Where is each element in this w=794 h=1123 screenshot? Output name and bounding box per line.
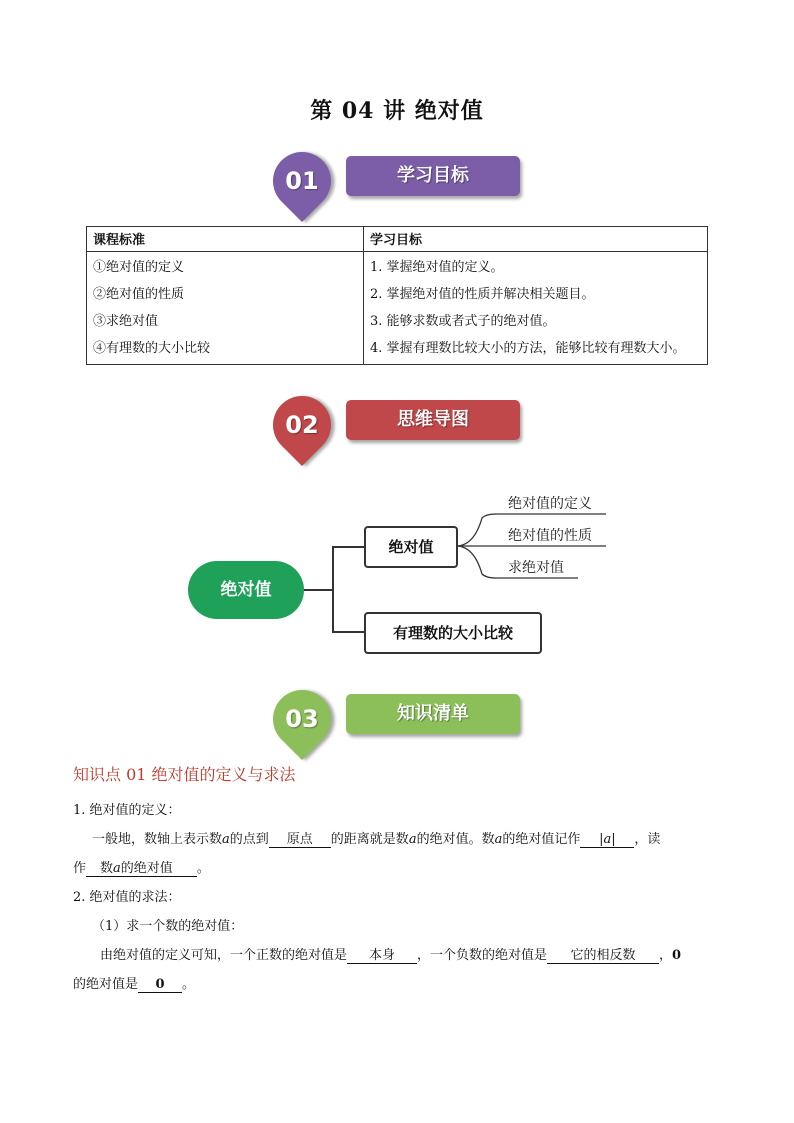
list-item: ④有理数的大小比较 xyxy=(93,341,211,356)
table-header-row xyxy=(87,227,708,252)
badge-label: 学习目标 xyxy=(346,156,520,196)
list-item: 1. 掌握绝对值的定义。 xyxy=(370,260,504,275)
connector-line xyxy=(332,546,366,548)
sub-heading: （1）求一个数的绝对值： xyxy=(92,919,244,934)
text: 的点到 xyxy=(229,832,269,847)
page-title: 第 04 讲 绝对值 xyxy=(310,98,484,124)
section-badge-knowledge xyxy=(273,690,533,750)
text: 作 xyxy=(73,861,87,876)
definition-line-2 xyxy=(73,857,210,877)
knowledge-point-title: 知识点 01 绝对值的定义与求法 xyxy=(73,765,296,784)
mindmap-node-comparison: 有理数的大小比较 xyxy=(364,612,542,654)
text: 。 xyxy=(182,977,196,992)
mindmap-leaf: 求绝对值 xyxy=(508,560,564,576)
variable: a xyxy=(113,861,121,876)
rule-line-2 xyxy=(73,973,195,993)
rule-line-1 xyxy=(100,944,681,964)
list-item: ②绝对值的性质 xyxy=(93,287,185,302)
list-item: 2. 掌握绝对值的性质并解决相关题目。 xyxy=(370,287,595,302)
answer-blank: |a| xyxy=(580,832,634,848)
answer-blank: 本身 xyxy=(347,944,417,964)
answer-text: 的绝对值 xyxy=(120,861,173,876)
list-item: 3. 能够求数或者式子的绝对值。 xyxy=(370,314,556,329)
definition-line-1 xyxy=(92,828,660,848)
variable: a xyxy=(408,832,417,847)
goals-cell xyxy=(364,252,708,365)
answer-blank xyxy=(86,857,197,877)
answer-blank: 0 xyxy=(138,977,182,993)
text: ， xyxy=(659,948,673,963)
item-heading: 1. 绝对值的定义： xyxy=(73,803,181,818)
variable: a xyxy=(494,832,503,847)
text: 的距离就是数 xyxy=(330,832,409,847)
mindmap-root: 绝对值 xyxy=(188,561,304,619)
mindmap-node-absolute-value: 绝对值 xyxy=(364,526,458,568)
section-badge-goals xyxy=(273,152,533,212)
badge-number: 01 xyxy=(285,167,319,195)
text: 由绝对值的定义可知，一个正数的绝对值是 xyxy=(100,948,348,963)
text: 的绝对值记作 xyxy=(502,832,581,847)
item-heading: 2. 绝对值的求法： xyxy=(73,890,181,905)
badge-number: 03 xyxy=(285,705,319,733)
text: 的绝对值。数 xyxy=(416,832,495,847)
text: 0 xyxy=(672,948,682,963)
answer-text: 数 xyxy=(100,861,114,876)
connector-line xyxy=(332,631,366,633)
answer-blank: 原点 xyxy=(269,828,331,848)
text: 的绝对值是 xyxy=(73,977,139,992)
connector-line xyxy=(304,589,334,591)
badge-number: 02 xyxy=(285,411,319,439)
table-row xyxy=(87,252,708,365)
badge-label: 知识清单 xyxy=(346,694,520,734)
variable: a xyxy=(222,832,230,847)
standards-cell xyxy=(87,252,364,365)
text: ，一个负数的绝对值是 xyxy=(417,948,548,963)
text: 一般地，数轴上表示数 xyxy=(92,832,223,847)
answer-blank: 它的相反数 xyxy=(547,944,659,964)
table-header-standard: 课程标准 xyxy=(87,227,364,252)
connector-line xyxy=(332,546,334,633)
mindmap-leaf: 绝对值的定义 xyxy=(508,496,592,512)
badge-label: 思维导图 xyxy=(346,400,520,440)
text: ，读 xyxy=(634,832,661,847)
text: 。 xyxy=(196,861,210,876)
list-item: ①绝对值的定义 xyxy=(93,260,185,275)
mindmap-leaf: 绝对值的性质 xyxy=(508,528,592,544)
section-badge-mindmap xyxy=(273,396,533,456)
learning-goals-table xyxy=(86,226,708,365)
table-header-goal: 学习目标 xyxy=(364,227,708,252)
list-item: 4. 掌握有理数比较大小的方法，能够比较有理数大小。 xyxy=(370,341,686,356)
list-item: ③求绝对值 xyxy=(93,314,159,329)
